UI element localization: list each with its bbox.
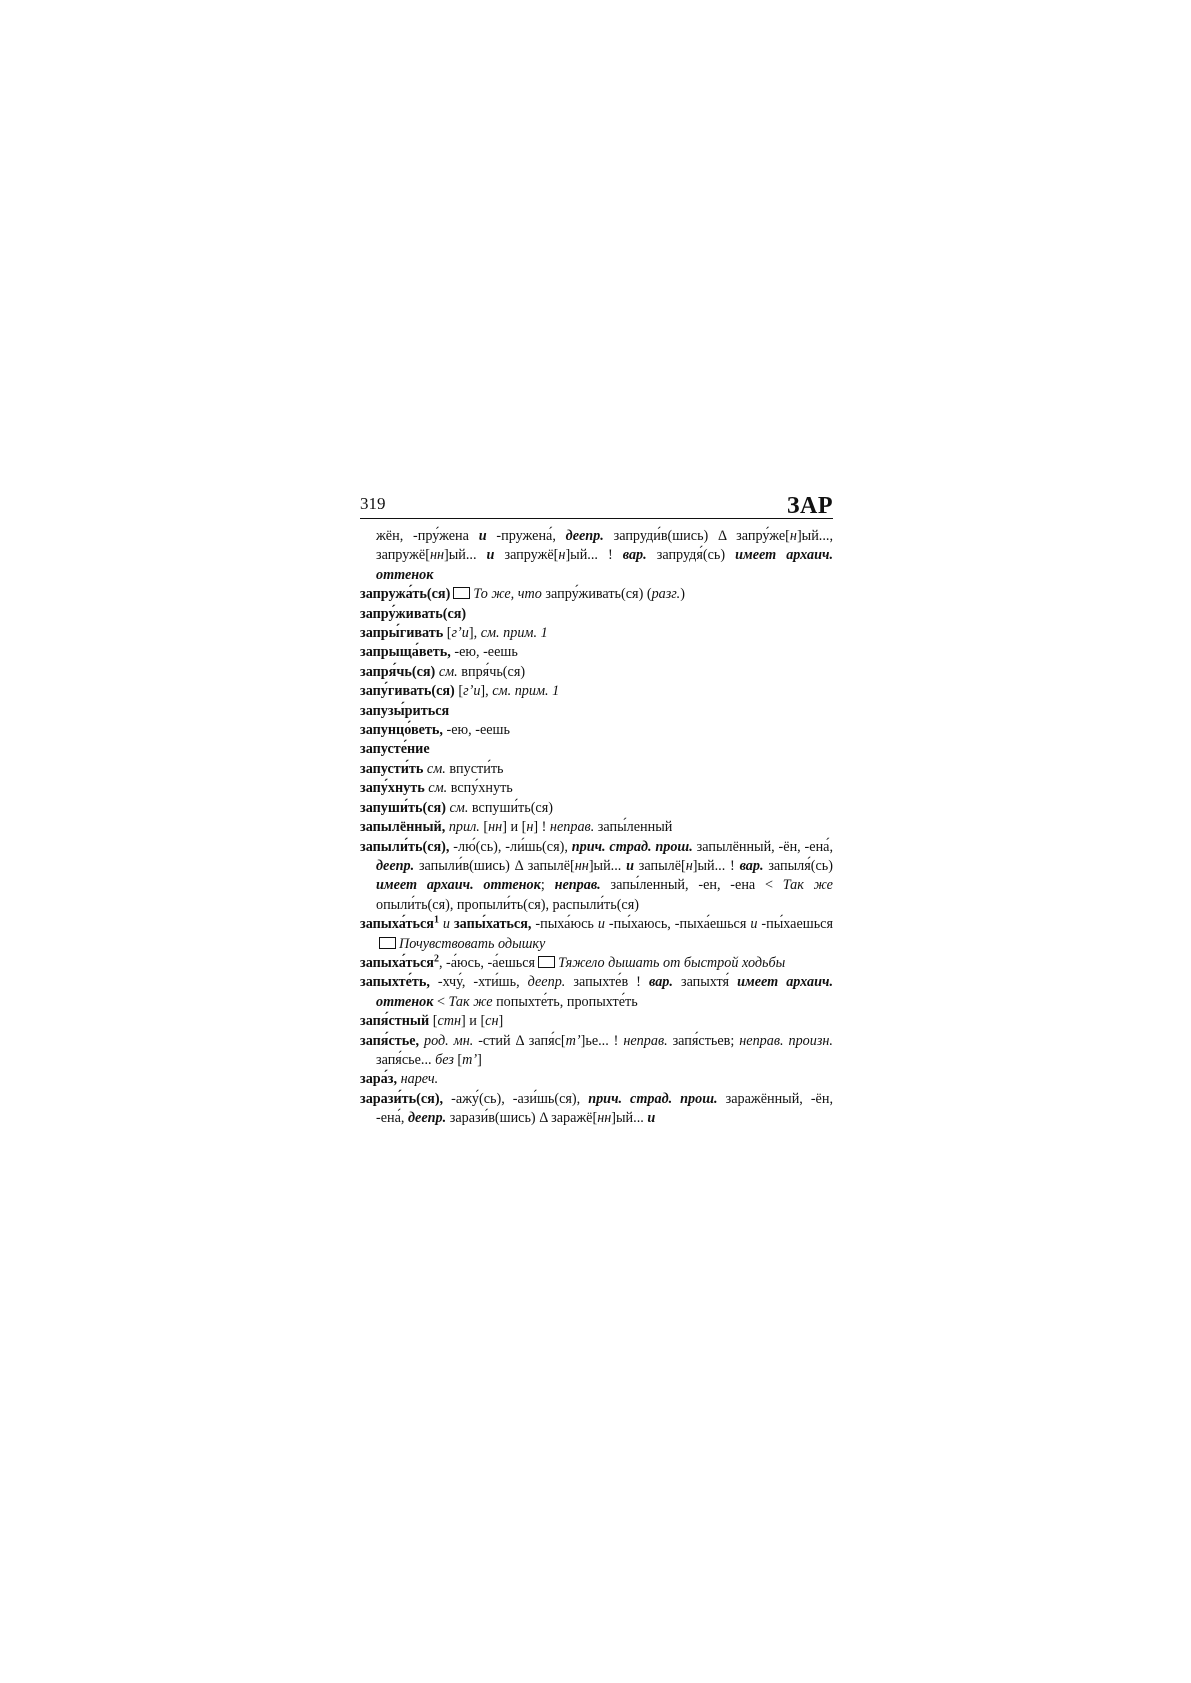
- headword: запу́хнуть: [360, 780, 425, 797]
- italic-note: см.: [423, 760, 446, 777]
- entry-text: запыля́(сь): [763, 857, 833, 874]
- grammar-label: деепр.: [565, 528, 604, 544]
- headword: запя́стье,: [360, 1032, 420, 1049]
- entry-text: опыли́ть(ся), пропыли́ть(ся), распыли́ть(ся): [376, 896, 639, 913]
- italic-note: Тяжело дышать от быстрой ходьбы: [558, 954, 786, 971]
- italic-note: неправ.: [549, 819, 595, 836]
- headword: запыха́ться: [360, 954, 434, 971]
- entry-text: запыхтя́: [672, 974, 738, 991]
- entry-text: впря́чь(ся): [457, 663, 526, 680]
- entry-text: запылённый, -ён, -ена́,: [692, 838, 834, 855]
- entry-text: [: [454, 683, 464, 700]
- grammar-label: вар.: [648, 974, 673, 991]
- dictionary-entry: [360, 1012, 833, 1031]
- entry-text: -пыха́юсь: [531, 916, 598, 933]
- dictionary-entry: [360, 779, 833, 798]
- grammar-label: прич. страд. прош.: [571, 838, 693, 855]
- headword: запры́гивать: [360, 625, 444, 642]
- headword: запуши́ть(ся): [360, 799, 446, 816]
- entry-text: запылё[: [634, 857, 686, 874]
- entry-text: жён, -пру́жена: [376, 528, 479, 544]
- dictionary-entry: [360, 838, 833, 916]
- entry-text: вспуши́ть(ся): [468, 799, 553, 816]
- entry-text: ]ый... !: [565, 547, 623, 564]
- entry-text: запрудя́(сь): [646, 547, 736, 564]
- italic-note: н: [685, 857, 693, 874]
- grammar-label: вар.: [739, 857, 764, 874]
- italic-note: нн: [574, 857, 589, 874]
- dictionary-entry: [360, 1032, 833, 1071]
- entry-text: -ажу́(сь), -ази́шь(ся),: [443, 1090, 589, 1107]
- dictionary-entry: [360, 663, 833, 682]
- entry-text: ]ый...: [444, 547, 487, 564]
- italic-note: нареч.: [397, 1071, 439, 1088]
- entry-text: ): [680, 586, 685, 603]
- italic-note: прил.: [445, 819, 480, 836]
- entry-text: ] и [: [502, 819, 527, 836]
- entry-text: запя́стьев;: [667, 1032, 740, 1049]
- entry-text: ]ье... !: [580, 1032, 624, 1049]
- grammar-label: деепр.: [408, 1110, 447, 1127]
- definition-box-icon: [379, 937, 396, 949]
- entry-text: запы́ленный, -ен, -ена <: [600, 877, 783, 894]
- headword: запыли́ть(ся),: [360, 838, 450, 855]
- dictionary-entry: [360, 721, 833, 740]
- entry-text: -стий Δ запя́с[: [473, 1032, 566, 1049]
- italic-note: Почувствовать одышку: [399, 935, 546, 952]
- headword: запрыща́веть,: [360, 644, 451, 661]
- italic-note: род. мн.: [419, 1032, 474, 1049]
- entry-text: -пы́хаюсь, -пыха́ешься: [604, 916, 751, 933]
- headword: запыхте́ть,: [360, 974, 430, 991]
- dictionary-entry: [360, 740, 833, 759]
- headword: запы́хаться,: [450, 916, 532, 933]
- italic-note: и: [750, 916, 758, 933]
- entry-text: [: [479, 819, 489, 836]
- grammar-label: и: [486, 547, 495, 564]
- entry-text: <: [433, 993, 449, 1010]
- dictionary-entry: [360, 915, 833, 954]
- italic-note: см. прим. 1: [480, 625, 548, 642]
- dictionary-entry: [360, 682, 833, 701]
- italic-note: нн: [429, 547, 445, 564]
- italic-note: стн: [437, 1013, 462, 1030]
- running-head: ЗАР: [786, 492, 833, 519]
- entry-text: впусти́ть: [445, 760, 504, 777]
- entry-text: -лю́(сь), -ли́шь(ся),: [449, 838, 572, 855]
- dictionary-entries: [360, 527, 833, 1129]
- entry-text: ;: [540, 877, 555, 894]
- dictionary-entry: [360, 973, 833, 1012]
- italic-note: без: [435, 1051, 454, 1068]
- dictionary-entry: [360, 643, 833, 662]
- grammar-label: имеет архаич. оттенок: [376, 547, 833, 583]
- italic-note: гʼи: [451, 625, 469, 642]
- italic-note: неправ. произн.: [739, 1032, 833, 1049]
- headword: зара́з,: [360, 1071, 398, 1088]
- italic-note: гʼи: [463, 683, 481, 700]
- grammar-label: имеет архаич. оттенок: [376, 974, 833, 1010]
- italic-note: см.: [445, 799, 469, 816]
- italic-note: см.: [435, 663, 458, 680]
- homonym-index: 1: [433, 914, 439, 926]
- entry-text: , -а́юсь, -а́ешься: [438, 954, 536, 971]
- entry-text: ]ый..., запружё[: [376, 528, 833, 564]
- entry-text: ]ый...: [611, 1110, 648, 1127]
- entry-text: -ею, -еешь: [442, 722, 510, 739]
- entry-text: ]ый...: [588, 857, 627, 874]
- page-header: [360, 488, 833, 519]
- italic-note: см. прим. 1: [492, 683, 560, 700]
- italic-note: сн: [485, 1013, 499, 1030]
- headword: запусти́ть: [360, 760, 424, 777]
- grammar-label: и: [478, 528, 487, 544]
- page-number: 319: [360, 493, 386, 513]
- entry-text: запруди́в(шись) Δ запру́же[: [603, 528, 790, 544]
- entry-text: вспу́хнуть: [447, 780, 513, 797]
- entry-text: [: [453, 1051, 463, 1068]
- italic-note: и: [438, 916, 450, 933]
- entry-text: заражённый, -ён, -ена́,: [376, 1090, 833, 1127]
- italic-note: нн: [488, 819, 503, 836]
- grammar-label: неправ.: [554, 877, 601, 894]
- entry-text: попыхте́ть, пропыхте́ть: [492, 993, 638, 1010]
- definition-box-icon: [453, 587, 470, 599]
- headword: запусте́ние: [360, 741, 430, 758]
- headword: зарази́ть(ся),: [360, 1090, 444, 1107]
- entry-text: [: [429, 1013, 438, 1030]
- entry-text: запы́ленный: [594, 819, 673, 836]
- entry-text: запружё[: [494, 547, 559, 564]
- italic-note: н: [789, 528, 797, 544]
- headword: запя́стный: [360, 1013, 430, 1030]
- homonym-index: 2: [433, 953, 439, 965]
- entry-text: запыли́в(шись) Δ запылё[: [414, 857, 575, 874]
- headword: запружа́ть(ся): [360, 586, 451, 603]
- headword: запузы́риться: [360, 702, 450, 719]
- entry-text: ],: [480, 683, 493, 700]
- grammar-label: и: [626, 857, 634, 874]
- entry-text: запыхте́в !: [565, 974, 649, 991]
- entry-text: ] !: [533, 819, 550, 836]
- dictionary-entry: [360, 760, 833, 779]
- entry-text: ]: [477, 1051, 482, 1068]
- italic-note: н: [526, 819, 534, 836]
- italic-note: тʼ: [462, 1051, 478, 1068]
- entry-text: ]ый... !: [692, 857, 740, 874]
- grammar-label: деепр.: [376, 857, 415, 874]
- entry-text: ],: [468, 625, 481, 642]
- entry-text: -пы́хаешься: [757, 916, 833, 933]
- italic-note: Так же: [448, 993, 493, 1010]
- italic-note: неправ.: [623, 1032, 668, 1049]
- entry-text: ] и [: [461, 1013, 486, 1030]
- headword: запыха́ться: [360, 916, 434, 933]
- entry-text: [: [443, 625, 452, 642]
- entry-text: ]: [498, 1013, 504, 1030]
- entry-text: запя́сье...: [376, 1051, 436, 1068]
- dictionary-entry: [360, 585, 833, 604]
- entry-text: -пружена́,: [486, 528, 566, 544]
- headword: запунцо́веть,: [360, 722, 443, 739]
- grammar-label: имеет архаич. оттенок: [376, 877, 541, 894]
- entry-text: зарази́в(шись) Δ заражё[: [446, 1110, 598, 1127]
- headword: запу́гивать(ся): [360, 683, 455, 700]
- dictionary-entry: [360, 624, 833, 643]
- dictionary-entry: [360, 1070, 833, 1089]
- grammar-label: и: [647, 1110, 656, 1127]
- definition-box-icon: [538, 956, 555, 968]
- italic-note: н: [558, 547, 566, 564]
- headword: запру́живать(ся): [360, 605, 467, 622]
- italic-note: тʼ: [565, 1032, 581, 1049]
- italic-note: нн: [597, 1110, 612, 1127]
- headword: запря́чь(ся): [360, 663, 436, 680]
- headword: запылённый,: [360, 819, 446, 836]
- italic-note: То же, что: [473, 586, 542, 603]
- grammar-label: прич. страд. прош.: [588, 1090, 718, 1107]
- italic-note: и: [597, 916, 605, 933]
- entry-text: -ею, -еешь: [450, 644, 518, 661]
- italic-note: деепр.: [527, 974, 566, 991]
- dictionary-entry: [360, 605, 833, 624]
- italic-note: см.: [424, 780, 448, 797]
- dictionary-entry: [360, 799, 833, 818]
- dictionary-entry: [360, 818, 833, 837]
- dictionary-entry: [360, 1090, 833, 1129]
- dictionary-page: [360, 488, 833, 1129]
- italic-note: разг.: [651, 586, 681, 603]
- entry-continuation: [360, 527, 833, 585]
- dictionary-entry: [360, 954, 833, 973]
- grammar-label: вар.: [622, 547, 647, 564]
- entry-text: запру́живать(ся) (: [541, 586, 652, 603]
- italic-note: Так же: [782, 877, 833, 894]
- dictionary-entry: [360, 702, 833, 721]
- entry-text: -хчу́, -хти́шь,: [429, 974, 528, 991]
